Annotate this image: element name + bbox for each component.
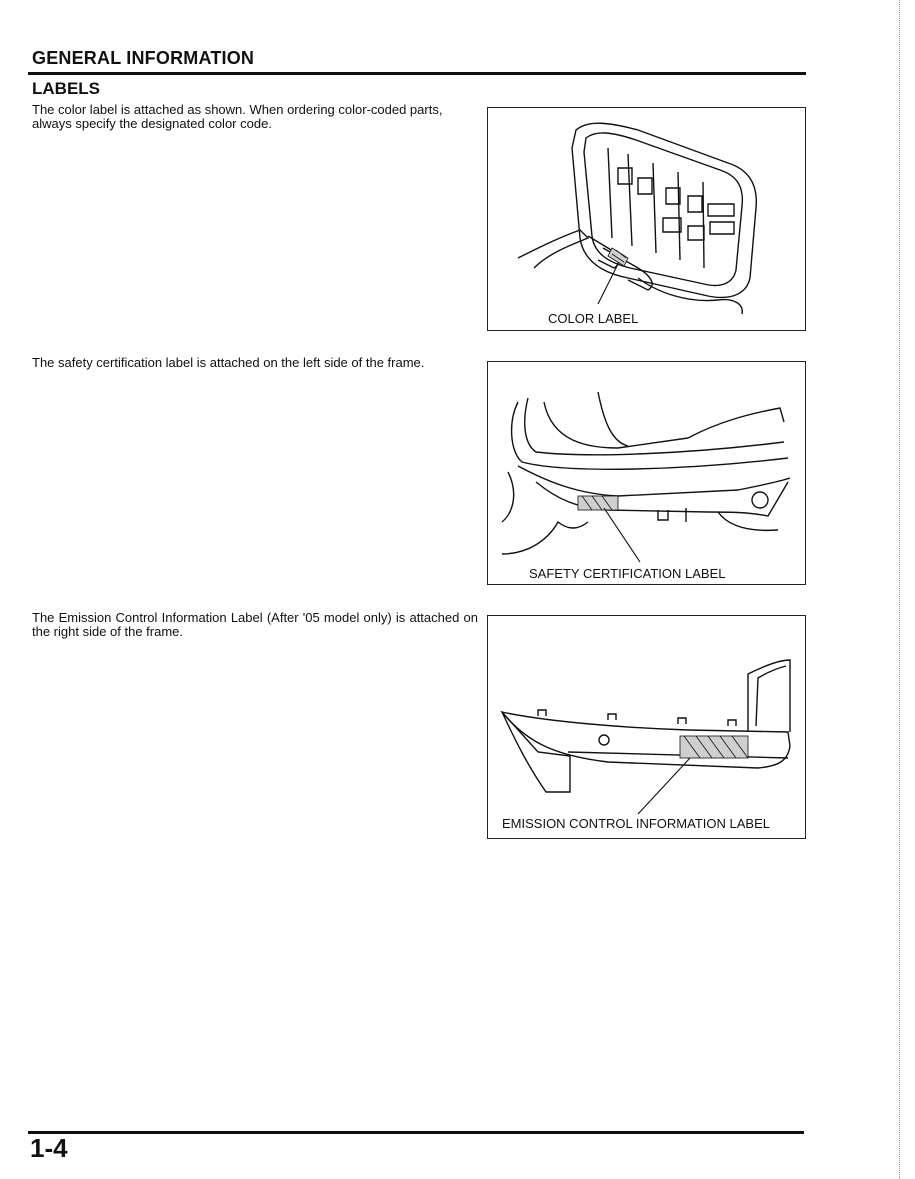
emission-label-paragraph: The Emission Control Information Label (After '05 model only) is attached on the right side of the frame. <box>32 610 478 639</box>
header-rule <box>28 72 806 75</box>
safety-label-caption: SAFETY CERTIFICATION LABEL <box>529 566 726 581</box>
section-title: GENERAL INFORMATION <box>32 48 255 68</box>
safety-label-figure <box>487 361 806 585</box>
page-edge-scan-artifact <box>899 0 901 1179</box>
emission-label-figure <box>487 615 806 839</box>
color-label-paragraph: The color label is attached as shown. When ordering color-coded parts, always specify the designated color code. <box>32 102 443 131</box>
color-label-figure <box>487 107 806 331</box>
color-label-caption: COLOR LABEL <box>548 311 639 326</box>
safety-label-illustration <box>488 362 805 584</box>
color-label-illustration <box>488 108 805 330</box>
page-number: 1-4 <box>30 1133 68 1163</box>
footer-rule <box>28 1131 804 1134</box>
safety-label-paragraph: The safety certification label is attached on the left side of the frame. <box>32 355 425 370</box>
subsection-title: LABELS <box>32 79 100 98</box>
emission-label-illustration <box>488 616 805 838</box>
emission-label-caption: EMISSION CONTROL INFORMATION LABEL <box>502 816 770 831</box>
